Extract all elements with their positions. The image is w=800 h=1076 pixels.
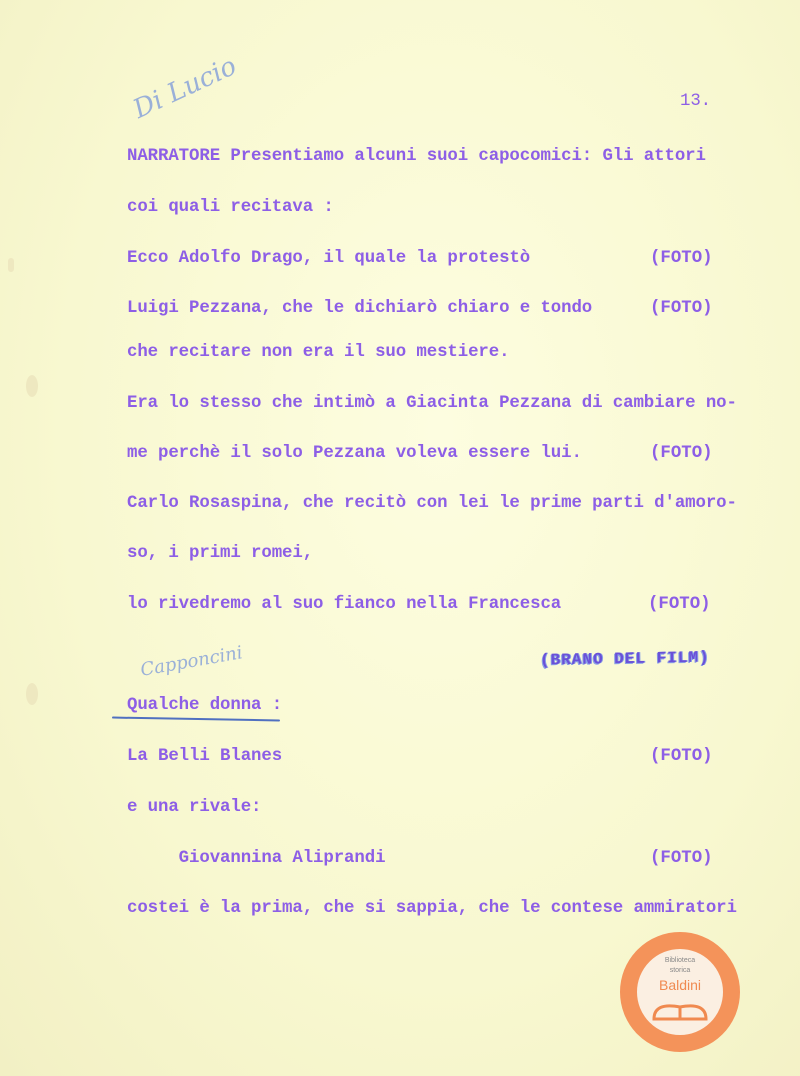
text-line: lo rivedremo al suo fianco nella Francesca	[127, 595, 562, 614]
logo-text: storica	[669, 967, 691, 974]
binder-hole	[26, 683, 38, 705]
foto-label: (FOTO)	[650, 849, 713, 868]
text-line: Ecco Adolfo Drago, il quale la protestò	[127, 249, 531, 268]
page-number: 13.	[680, 92, 712, 111]
binder-hole	[26, 375, 38, 397]
text-line: La Belli Blanes	[127, 747, 283, 766]
handwritten-underline	[112, 717, 280, 722]
book-icon	[651, 999, 709, 1021]
foto-label: (FOTO)	[650, 299, 713, 318]
logo-text: Biblioteca	[664, 957, 696, 964]
text-line: costei è la prima, che si sappia, che le contese ammiratori	[127, 899, 737, 918]
text-line: NARRATORE Presentiamo alcuni suoi capocomici: Gli attori	[127, 147, 706, 166]
handwritten-note: Di Lucio	[128, 51, 242, 125]
text-line: me perchè il solo Pezzana voleva essere lui.	[127, 444, 582, 463]
handwritten-note: Capponcini	[138, 642, 245, 681]
foto-label: (FOTO)	[650, 444, 713, 463]
foto-label: (FOTO)	[650, 747, 713, 766]
binder-hole	[8, 258, 14, 272]
logo-name: Baldini	[658, 977, 702, 993]
text-line: coi quali recitava :	[127, 198, 334, 217]
text-line: Carlo Rosaspina, che recitò con lei le prime parti d'amoro-	[127, 494, 737, 513]
foto-label: (FOTO)	[650, 249, 713, 268]
text-line: Luigi Pezzana, che le dichiarò chiaro e tondo	[127, 299, 593, 318]
section-heading: Qualche donna :	[127, 696, 283, 715]
baldini-library-logo	[620, 932, 740, 1052]
text-line: che recitare non era il suo mestiere.	[127, 343, 510, 362]
foto-label: (FOTO)	[648, 595, 711, 614]
text-line: so, i primi romei,	[127, 544, 314, 563]
text-line: e una rivale:	[127, 798, 262, 817]
stamp-brano-del-film: (BRANO DEL FILM)	[539, 648, 710, 670]
text-line: Era lo stesso che intimò a Giacinta Pezzana di cambiare no-	[127, 394, 737, 413]
text-line: Giovannina Aliprandi	[127, 849, 386, 868]
